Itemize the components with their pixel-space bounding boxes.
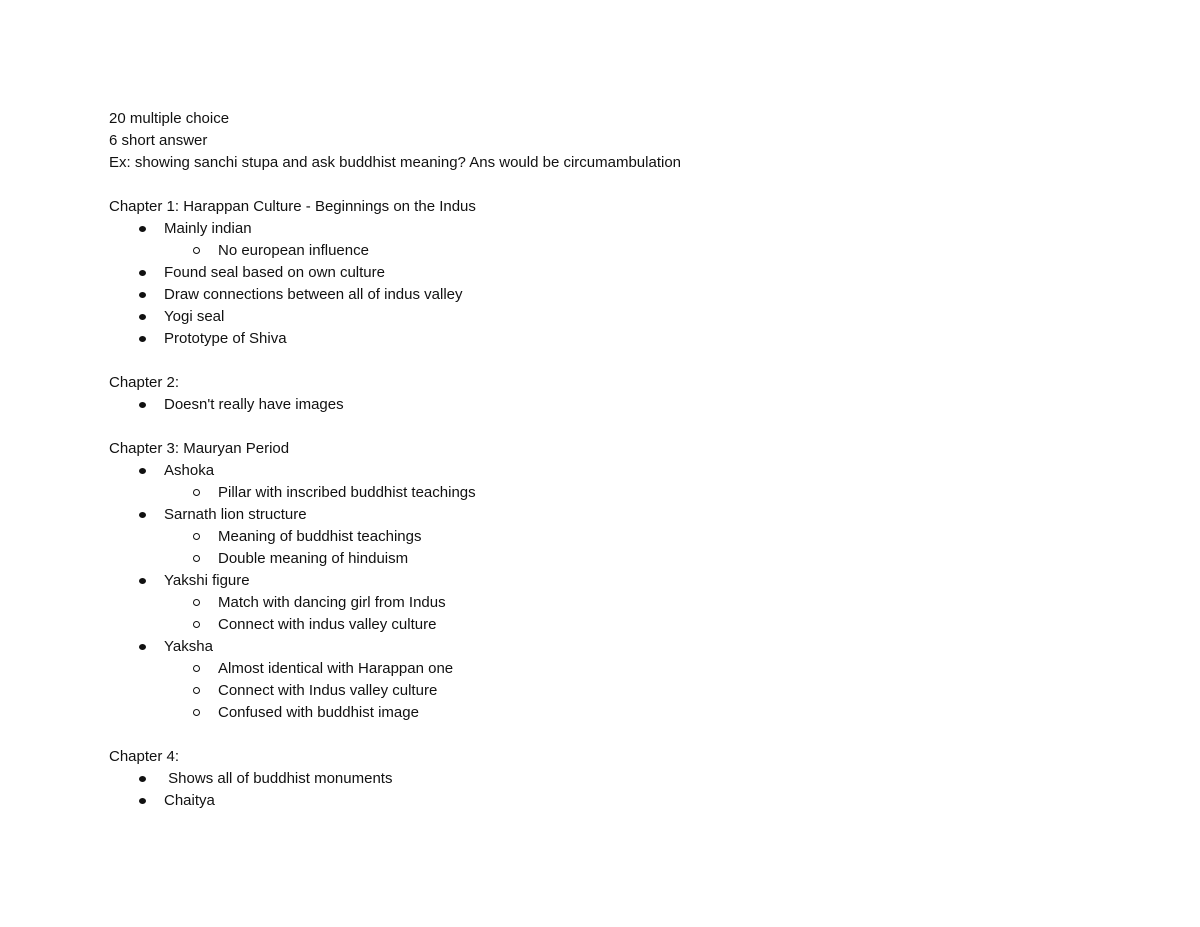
spacer bbox=[109, 350, 1109, 372]
list-item: Yaksha bbox=[109, 636, 1109, 658]
list-item: Doesn't really have images bbox=[109, 394, 1109, 416]
sub-list-item: Confused with buddhist image bbox=[109, 702, 1109, 724]
sub-list-item: Match with dancing girl from Indus bbox=[109, 592, 1109, 614]
document-body bbox=[109, 108, 1109, 812]
list-item: Shows all of buddhist monuments bbox=[109, 768, 1109, 790]
bullet-icon bbox=[139, 270, 146, 276]
bullet-icon bbox=[139, 402, 146, 408]
spacer bbox=[109, 416, 1109, 438]
list-item: Yakshi figure bbox=[109, 570, 1109, 592]
chapter-2-list bbox=[109, 394, 1109, 416]
bullet-icon bbox=[139, 468, 146, 474]
list-item: Mainly indian bbox=[109, 218, 1109, 240]
list-item: Draw connections between all of indus valley bbox=[109, 284, 1109, 306]
hollow-bullet-icon bbox=[193, 247, 200, 254]
bullet-icon bbox=[139, 776, 146, 782]
bullet-icon bbox=[139, 292, 146, 298]
intro-line-short: 6 short answer bbox=[109, 132, 208, 149]
chapter-4-title: Chapter 4: bbox=[109, 748, 180, 765]
sub-list-item: Meaning of buddhist teachings bbox=[109, 526, 1109, 548]
chapter-1-list bbox=[109, 218, 1109, 350]
sub-list-item: No european influence bbox=[109, 240, 1109, 262]
bullet-icon bbox=[139, 798, 146, 804]
chapter-4-list bbox=[109, 768, 1109, 812]
hollow-bullet-icon bbox=[193, 665, 200, 672]
chapter-3-title: Chapter 3: Mauryan Period bbox=[109, 440, 290, 457]
list-item: Found seal based on own culture bbox=[109, 262, 1109, 284]
sub-list-item: Connect with indus valley culture bbox=[109, 614, 1109, 636]
bullet-icon bbox=[139, 226, 146, 232]
spacer bbox=[109, 724, 1109, 746]
intro-line-example: Ex: showing sanchi stupa and ask buddhist meaning? Ans would be circumambulation bbox=[109, 154, 682, 171]
sub-list-item: Connect with Indus valley culture bbox=[109, 680, 1109, 702]
sub-list-item: Almost identical with Harappan one bbox=[109, 658, 1109, 680]
bullet-icon bbox=[139, 336, 146, 342]
list-item: Yogi seal bbox=[109, 306, 1109, 328]
chapter-1-title: Chapter 1: Harappan Culture - Beginnings on the Indus bbox=[109, 198, 476, 215]
hollow-bullet-icon bbox=[193, 533, 200, 540]
list-item: Chaitya bbox=[109, 790, 1109, 812]
bullet-icon bbox=[139, 644, 146, 650]
list-item: Sarnath lion structure bbox=[109, 504, 1109, 526]
chapter-2-title: Chapter 2: bbox=[109, 374, 180, 391]
spacer bbox=[109, 174, 1109, 196]
hollow-bullet-icon bbox=[193, 687, 200, 694]
sub-list-item: Double meaning of hinduism bbox=[109, 548, 1109, 570]
bullet-icon bbox=[139, 314, 146, 320]
sub-list-item: Pillar with inscribed buddhist teachings bbox=[109, 482, 1109, 504]
bullet-icon bbox=[139, 578, 146, 584]
hollow-bullet-icon bbox=[193, 599, 200, 606]
list-item: Ashoka bbox=[109, 460, 1109, 482]
list-item: Prototype of Shiva bbox=[109, 328, 1109, 350]
hollow-bullet-icon bbox=[193, 555, 200, 562]
chapter-3-list bbox=[109, 460, 1109, 724]
bullet-icon bbox=[139, 512, 146, 518]
hollow-bullet-icon bbox=[193, 489, 200, 496]
intro-line-mc: 20 multiple choice bbox=[109, 110, 230, 127]
hollow-bullet-icon bbox=[193, 709, 200, 716]
hollow-bullet-icon bbox=[193, 621, 200, 628]
